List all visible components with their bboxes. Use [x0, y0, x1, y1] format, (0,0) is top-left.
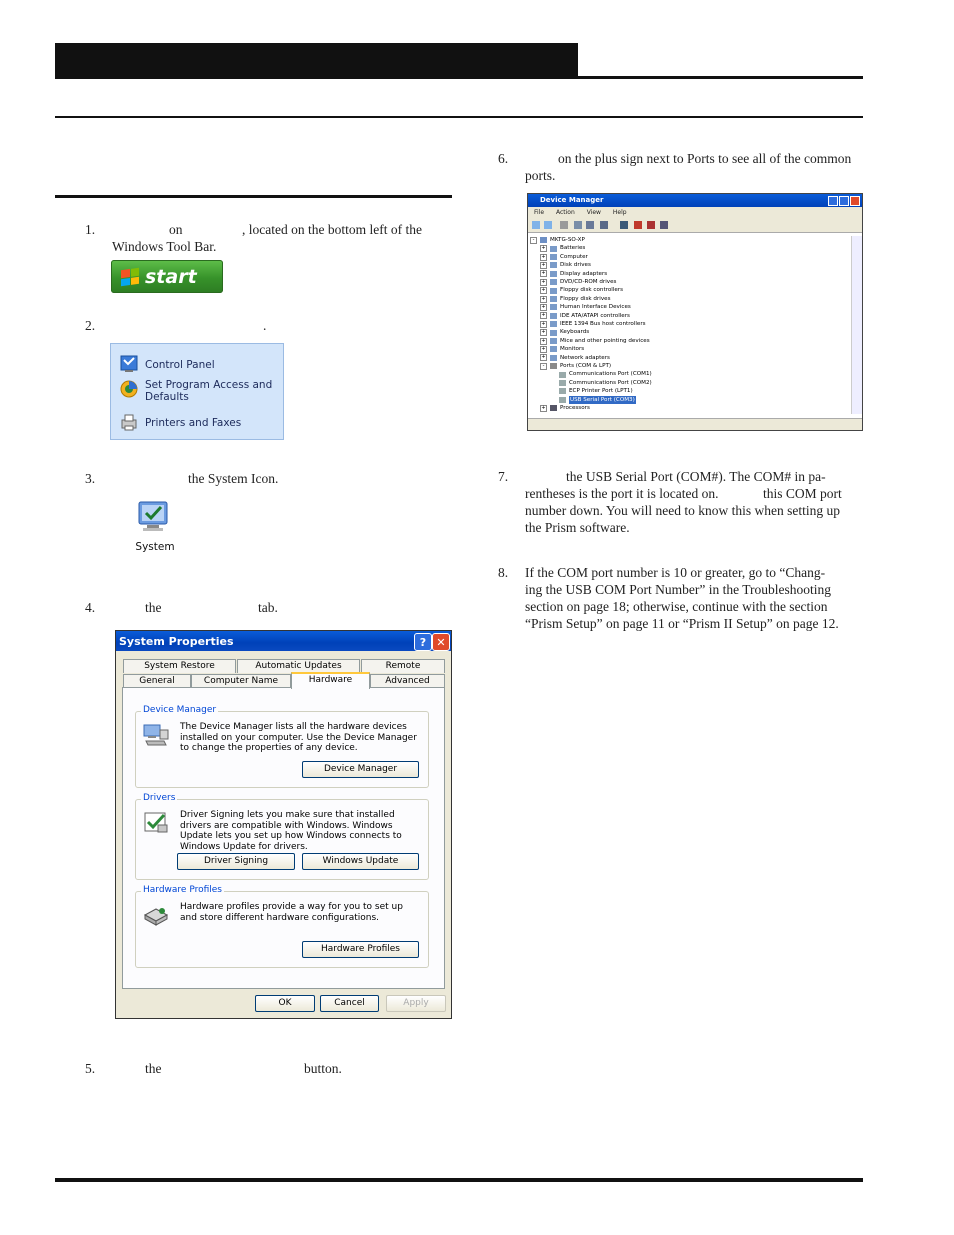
- device-tree-category[interactable]: [540, 270, 607, 278]
- step-4: [85, 599, 445, 616]
- hardware-profiles-button[interactable]: Hardware Profiles: [302, 941, 419, 958]
- device-icon: [550, 405, 557, 411]
- menu-item-label: Defaults: [145, 391, 189, 403]
- device-icon: [550, 254, 557, 260]
- device-tree-label: Disk drives: [560, 262, 591, 269]
- system-icon: [135, 499, 175, 533]
- step-text: .: [263, 318, 267, 333]
- expand-icon[interactable]: +: [541, 345, 546, 352]
- device-icon: [550, 346, 557, 352]
- device-icon: [559, 388, 566, 394]
- device-tree-category[interactable]: [540, 278, 616, 286]
- device-icon: [550, 363, 557, 369]
- tab-computer-name[interactable]: Computer Name: [191, 674, 291, 688]
- group-label: Device Manager: [143, 705, 217, 715]
- device-icon: [559, 372, 566, 378]
- device-manager-icon: [142, 721, 170, 747]
- device-icon: [550, 355, 557, 361]
- device-tree-category[interactable]: [540, 312, 630, 320]
- group-label: Drivers: [143, 793, 176, 803]
- dm-title: Device Manager: [540, 196, 604, 204]
- uninstall-icon[interactable]: [634, 221, 642, 229]
- menu-item-label: Printers and Faxes: [145, 417, 242, 429]
- device-tree-port[interactable]: [559, 396, 636, 404]
- step-text: Windows Tool Bar.: [112, 239, 217, 254]
- view-icon[interactable]: [586, 221, 594, 229]
- group-label: Hardware Profiles: [143, 885, 222, 895]
- hardware-change-icon[interactable]: [660, 221, 668, 229]
- header-rule: [55, 76, 863, 79]
- device-tree-label: Computer: [560, 253, 588, 260]
- hardware-profiles-group: [135, 885, 429, 968]
- step-text: the: [145, 1061, 162, 1076]
- menu-view[interactable]: View: [586, 209, 601, 216]
- device-icon: [550, 288, 557, 294]
- device-tree-label: IEEE 1394 Bus host controllers: [560, 321, 646, 327]
- collapse-icon[interactable]: -: [530, 237, 537, 244]
- dm-toolbar: [528, 218, 862, 233]
- expand-icon[interactable]: +: [541, 287, 546, 294]
- device-icon: [559, 397, 566, 403]
- dm-titlebar: [528, 194, 862, 207]
- system-properties-dialog: [115, 630, 452, 1019]
- step-2: [85, 317, 267, 334]
- step-text: If the COM port number is 10 or greater, go to “Chang-: [525, 565, 826, 580]
- device-tree-label: Processors: [560, 405, 590, 411]
- dm-statusbar: [528, 418, 862, 430]
- device-tree-label: Communications Port (COM1): [569, 371, 652, 378]
- device-tree-label: Floppy disk drives: [560, 295, 611, 302]
- device-tree-category[interactable]: [540, 404, 590, 412]
- menu-item-set-program-access[interactable]: [119, 379, 272, 403]
- device-tree-label: Monitors: [560, 346, 585, 353]
- step-number: 1.: [85, 222, 96, 237]
- menu-file[interactable]: File: [534, 209, 545, 216]
- step-text: “Prism Setup” on page 11 or “Prism II Setup” on page 12.: [525, 616, 839, 631]
- menu-item-label: Control Panel: [145, 359, 215, 371]
- step-text: on: [169, 222, 183, 237]
- step-text: , located on the bottom left of the: [242, 222, 422, 237]
- device-icon: [550, 321, 557, 327]
- scan-icon[interactable]: [600, 221, 608, 229]
- device-tree-category[interactable]: [540, 337, 650, 345]
- expand-icon[interactable]: +: [541, 404, 546, 411]
- system-icon-tile[interactable]: [130, 499, 180, 554]
- device-icon: [550, 304, 557, 310]
- device-icon: [550, 279, 557, 285]
- subsection-rule: [55, 195, 452, 198]
- device-tree-root[interactable]: [530, 236, 585, 244]
- step-number: 2.: [85, 318, 96, 333]
- device-tree-port[interactable]: [559, 379, 652, 387]
- collapse-icon[interactable]: -: [540, 363, 547, 370]
- device-tree-label: Keyboards: [560, 329, 590, 336]
- driver-signing-button[interactable]: Driver Signing: [177, 853, 295, 870]
- expand-icon[interactable]: +: [541, 295, 546, 302]
- menu-action[interactable]: Action: [555, 209, 575, 216]
- windows-flag-icon: [121, 267, 139, 286]
- step-text: the Prism software.: [525, 520, 630, 535]
- step-text: on the plus sign next to Ports to see all of the common: [558, 151, 852, 166]
- footer-rule: [55, 1178, 863, 1182]
- windows-update-button[interactable]: Windows Update: [302, 853, 419, 870]
- back-icon[interactable]: [532, 221, 540, 229]
- control-panel-icon: [119, 354, 139, 374]
- tab-remote[interactable]: Remote: [361, 659, 445, 673]
- section-rule: [55, 116, 863, 118]
- tab-hardware[interactable]: Hardware: [291, 672, 370, 689]
- close-icon[interactable]: [850, 196, 860, 206]
- step-text: this COM port: [763, 486, 842, 501]
- expand-icon[interactable]: +: [541, 354, 546, 361]
- close-icon: ✕: [436, 635, 446, 649]
- device-tree: [528, 236, 852, 414]
- step-text: section on page 18; otherwise, continue with the section: [525, 599, 828, 614]
- step-3: [85, 470, 445, 487]
- apply-button[interactable]: Apply: [386, 995, 446, 1012]
- dm-menubar: [528, 207, 862, 218]
- step-text: ports.: [525, 168, 556, 183]
- properties-icon[interactable]: [560, 221, 568, 229]
- group-description: The Device Manager lists all the hardware devices installed on your computer. Use the Device Manager to change the properties of any device.: [180, 722, 417, 753]
- device-icon: [550, 296, 557, 302]
- device-icon: [559, 380, 566, 386]
- start-label: start: [145, 265, 197, 288]
- disable-icon[interactable]: [647, 221, 655, 229]
- step-text: the System Icon.: [188, 471, 279, 486]
- device-manager-window: [527, 193, 863, 431]
- driver-signing-icon: [142, 809, 170, 835]
- device-tree-label: Human Interface Devices: [560, 304, 631, 311]
- dialog-title: System Properties: [119, 634, 234, 648]
- device-tree-label: Batteries: [560, 245, 586, 252]
- ok-button[interactable]: OK: [255, 995, 315, 1012]
- expand-icon[interactable]: +: [541, 312, 546, 319]
- update-driver-icon[interactable]: [620, 221, 628, 229]
- maximize-icon[interactable]: [839, 196, 849, 206]
- header-bar: [55, 43, 578, 77]
- step-text: number down. You will need to know this when setting up: [525, 503, 840, 518]
- device-tree-label: ECP Printer Port (LPT1): [569, 388, 633, 395]
- step-number: 3.: [85, 471, 96, 486]
- step-text: ing the USB COM Port Number” in the Troubleshooting: [525, 582, 832, 597]
- device-tree-label: Ports (COM & LPT): [560, 363, 612, 369]
- device-icon: [540, 237, 547, 243]
- device-tree-category[interactable]: [540, 328, 589, 336]
- expand-icon[interactable]: +: [541, 245, 546, 252]
- step-number: 8.: [498, 565, 509, 580]
- forward-icon[interactable]: [544, 221, 552, 229]
- step-text: tab.: [258, 600, 278, 615]
- step-number: 4.: [85, 600, 96, 615]
- device-tree-label: MKTG-SO-XP: [550, 237, 585, 243]
- menu-item-label: Set Program Access and: [145, 379, 273, 391]
- device-icon: [550, 271, 557, 277]
- printer-icon: [119, 412, 139, 432]
- device-tree-label: Floppy disk controllers: [560, 287, 624, 294]
- menu-help[interactable]: Help: [612, 209, 627, 216]
- expand-icon[interactable]: +: [541, 261, 546, 268]
- expand-icon[interactable]: +: [541, 278, 546, 285]
- hardware-tab-panel: [122, 687, 445, 989]
- drivers-group: [135, 793, 429, 880]
- expand-icon[interactable]: +: [541, 253, 546, 260]
- group-description: Hardware profiles provide a way for you to set up and store different hardware configurations.: [180, 902, 403, 923]
- device-tree-category[interactable]: [540, 345, 584, 353]
- device-icon: [550, 338, 557, 344]
- step-8: [498, 564, 868, 631]
- device-tree-category[interactable]: [540, 354, 610, 362]
- dm-scrollbar[interactable]: [851, 236, 862, 414]
- start-menu-panel: [110, 343, 284, 440]
- expand-icon[interactable]: +: [541, 329, 546, 336]
- step-text: rentheses is the port it is located on.: [525, 486, 719, 501]
- start-button[interactable]: [111, 260, 223, 293]
- device-tree-category[interactable]: [540, 362, 611, 370]
- step-6: [498, 150, 868, 183]
- tab-automatic-updates[interactable]: Automatic Updates: [237, 659, 360, 673]
- step-5: [85, 1060, 445, 1077]
- device-icon: [550, 313, 557, 319]
- device-manager-button[interactable]: Device Manager: [302, 761, 419, 778]
- group-description: Driver Signing lets you make sure that installed drivers are compatible with Windows. Windows Update lets you set up how Windows connects to Windows Update for drivers.: [180, 810, 402, 852]
- device-manager-group: [135, 705, 429, 788]
- print-icon[interactable]: [574, 221, 582, 229]
- device-tree-category[interactable]: [540, 253, 588, 261]
- program-access-icon: [119, 379, 139, 399]
- step-number: 5.: [85, 1061, 96, 1076]
- cancel-button[interactable]: Cancel: [320, 995, 379, 1012]
- device-tree-category[interactable]: [540, 303, 631, 311]
- step-number: 6.: [498, 151, 509, 166]
- hardware-profiles-icon: [142, 901, 170, 927]
- device-tree-category[interactable]: [540, 320, 646, 328]
- help-icon: ?: [419, 635, 427, 649]
- device-tree-category[interactable]: [540, 261, 591, 269]
- device-tree-label: USB Serial Port (COM3): [570, 396, 635, 403]
- device-tree-category[interactable]: [540, 244, 585, 252]
- tab-general[interactable]: General: [123, 674, 191, 688]
- device-tree-label: IDE ATA/ATAPI controllers: [560, 312, 630, 319]
- menu-item-printers-faxes[interactable]: [119, 412, 241, 432]
- device-icon: [550, 330, 557, 336]
- minimize-icon[interactable]: [828, 196, 838, 206]
- step-number: 7.: [498, 469, 509, 484]
- menu-item-control-panel[interactable]: [119, 354, 215, 374]
- device-tree-label: Communications Port (COM2): [569, 379, 652, 386]
- close-button[interactable]: [432, 633, 450, 651]
- dialog-titlebar: [116, 631, 451, 651]
- device-tree-category[interactable]: [540, 286, 623, 294]
- help-button[interactable]: [414, 633, 432, 651]
- expand-icon[interactable]: +: [541, 303, 546, 310]
- device-tree-label: Mice and other pointing devices: [560, 337, 650, 344]
- device-icon: [550, 262, 557, 268]
- expand-icon[interactable]: +: [541, 270, 546, 277]
- expand-icon[interactable]: +: [541, 337, 546, 344]
- device-tree-category[interactable]: [540, 295, 611, 303]
- system-icon-label: System: [135, 541, 175, 553]
- device-tree-port[interactable]: [559, 387, 633, 395]
- expand-icon[interactable]: +: [541, 320, 546, 327]
- device-tree-label: DVD/CD-ROM drives: [560, 279, 617, 285]
- step-text: the USB Serial Port (COM#). The COM# in pa-: [566, 469, 826, 484]
- device-tree-label: Network adapters: [560, 354, 610, 361]
- device-tree-port[interactable]: [559, 370, 652, 378]
- step-text: button.: [304, 1061, 342, 1076]
- tab-system-restore[interactable]: System Restore: [123, 659, 236, 673]
- step-text: the: [145, 600, 162, 615]
- device-tree-label: Display adapters: [560, 270, 608, 277]
- device-icon: [550, 246, 557, 252]
- step-7: [498, 468, 868, 535]
- tab-advanced[interactable]: Advanced: [370, 674, 445, 688]
